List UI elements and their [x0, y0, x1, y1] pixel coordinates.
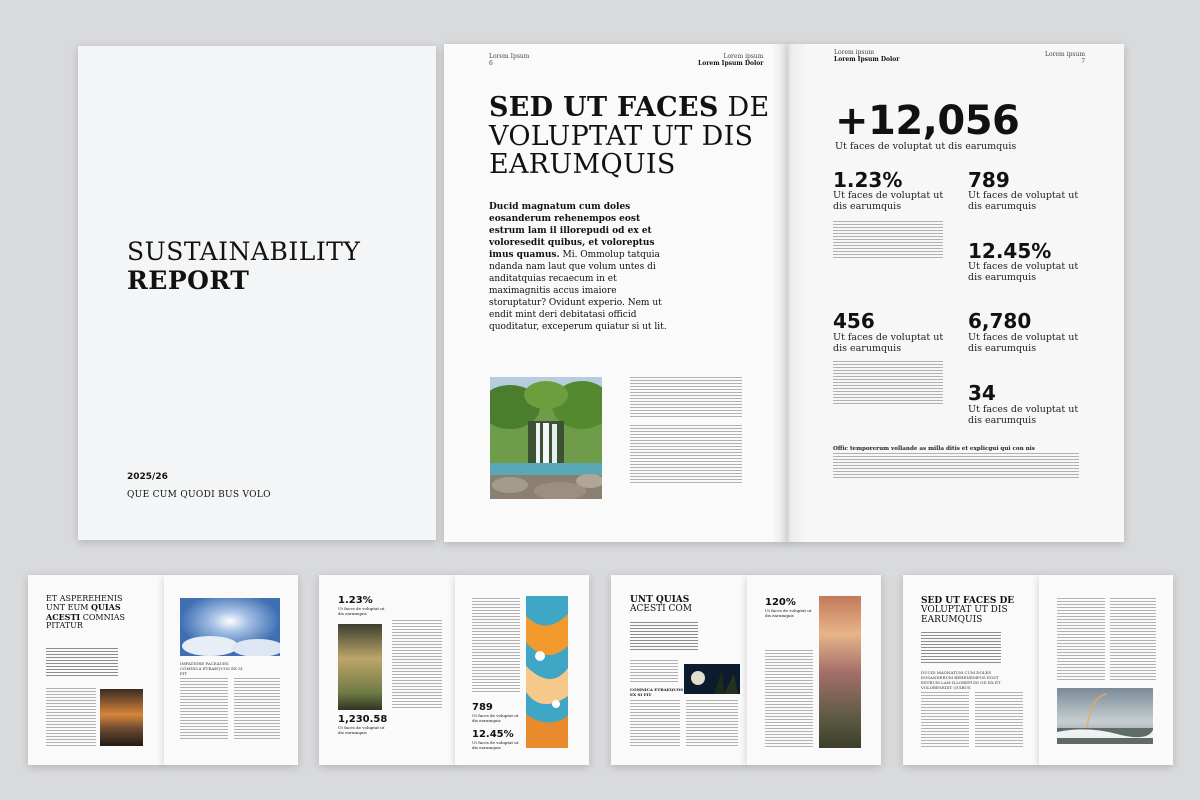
stat-4-caption: Ut faces de voluptat ut dis earumquis [833, 332, 944, 355]
cover-year: 2025/26 [127, 472, 168, 482]
spread-footer-body [833, 453, 1079, 479]
big-stat: +12,056 [835, 98, 1020, 144]
right-header-left [834, 49, 899, 63]
body-text-column-2 [630, 425, 742, 483]
thumb-3-heading-l1: UNT QUIAS [630, 595, 690, 605]
body-text-column-1 [630, 377, 742, 419]
spread-heading [489, 94, 789, 180]
stat-1-body [833, 221, 943, 259]
left-page-number: 6 [489, 60, 493, 68]
thumb-4-rainbow-image [1057, 688, 1153, 744]
left-header-text: Lorem Ipsum [489, 53, 530, 60]
thumb-4-right-body-a [1057, 598, 1105, 682]
stat-3-caption: Ut faces de voluptat ut dis earumquis [968, 261, 1079, 284]
cover-title [127, 238, 360, 296]
thumb-3-heading [630, 596, 692, 615]
thumb-2-fluid-art-image [526, 596, 568, 748]
spread-footer-bold: Offic temporerum vollande as milla ditis et explicgui qui con nis [833, 446, 1035, 452]
lead-rest: Mi. Ommolup tatquia ndanda nam laut que volum untes di anditatquias recaecum in et maximagnitis accus imaiore storuptatur? Ovidunt experio. Nem ut endit mint deri debitatasi officid quoditatur, exceperum quiatur si ut lit. [489, 249, 667, 332]
thumb-2-light-image [338, 624, 382, 710]
heading-line3: EARUMQUIS [489, 149, 676, 181]
stat-1-caption: Ut faces de voluptat ut dis earumquis [833, 190, 944, 213]
thumb-4-body-a [921, 692, 969, 748]
left-header-small [489, 53, 529, 67]
thumb-2-stat1-cap: Ut faces de voluptat ut dis earumquis [338, 606, 385, 616]
left-header-right [698, 53, 763, 67]
thumb-3-right-body [765, 650, 813, 748]
thumb-3-body-a [630, 660, 678, 684]
thumb-4-body-b [975, 692, 1023, 748]
thumb-4-heading-l3: EARUMQUIS [921, 614, 983, 625]
lead-paragraph [489, 202, 674, 334]
cover-title-line2: REPORT [127, 265, 250, 295]
right-header-left-line1: Lorem ipsum [834, 49, 875, 56]
thumb-1-sub-caption: IMPATIORE FACEAUES COMNICA ETRAEQUOS EX SI FIT [180, 661, 243, 676]
stat-6-caption: Ut faces de voluptat ut dis earumquis [968, 404, 1079, 427]
right-page-number: 7 [1081, 58, 1086, 66]
thumb-1-lead [46, 648, 118, 678]
thumb-1-heading-l1: ET ASPEREHENIS [46, 594, 123, 603]
stat-3-value: 12.45% [968, 239, 1052, 263]
cover-title-line1: SUSTAINABILITY [127, 237, 361, 266]
waterfall-image [490, 377, 602, 499]
thumb-3-lead [630, 622, 698, 652]
heading-line2: VOLUPTAT UT DIS [489, 120, 754, 152]
thumb-4-lead [921, 632, 1001, 664]
thumb-4-heading [921, 597, 1014, 625]
thumb-4-right-body-b [1110, 598, 1156, 682]
thumb-2-stat3: 789 [472, 702, 493, 713]
lead-bold: Ducid magnatum cum doles eosanderum rehenempos eost estrum lam il illorepudi od ex et voloresedit quibus, et voloreptus imus quamus. [489, 202, 655, 260]
thumb-3-caption: COMNICA ETRAEQUOS EX SI FIT [630, 687, 684, 697]
thumb-1-body [46, 688, 96, 746]
heading-rest: DE [718, 92, 770, 123]
thumb-3-stat1: 120% [765, 597, 796, 608]
thumb-3-body-b [630, 700, 680, 748]
stat-6-value: 34 [968, 381, 996, 405]
big-stat-caption: Ut faces de voluptat ut dis earumquis [835, 141, 1017, 152]
thumb-1-heading-l3a: ACESTI [46, 611, 81, 622]
stat-4-value: 456 [833, 309, 875, 333]
thumb-2-right-body [472, 598, 520, 694]
thumb-2-stat3-cap: Ut faces de voluptat ut dis earumquis [472, 713, 519, 723]
left-header-right-line1: Lorem ipsum [723, 53, 764, 60]
stat-1-value: 1.23% [833, 168, 903, 192]
thumb-1-heading [46, 595, 125, 631]
left-header-right-line2: Lorem Ipsum Dolor [698, 60, 764, 68]
thumb-4-caption: DUCID MAGNATUM CUM DOLES EOSANDERUM REHENEMPOS EOST ESTRUM LAM ILLOREPUDI OD EX ET VOLORESEDIT QUIBUS [921, 670, 1001, 690]
stat-4-body [833, 361, 943, 405]
heading-bold: SED UT FACES [489, 92, 719, 123]
thumb-1-sunset-image [100, 689, 143, 746]
thumb-2-body [392, 620, 442, 710]
thumb-1-heading-l3b: COMNIAS [80, 612, 125, 622]
thumb-1-heading-l4: PITATUR [46, 621, 83, 631]
thumb-2-stat4: 12.45% [472, 729, 514, 740]
thumb-1-sky-image [180, 598, 280, 656]
stat-2-caption: Ut faces de voluptat ut dis earumquis [968, 190, 1079, 213]
stat-2-value: 789 [968, 168, 1010, 192]
thumb-3-moon-image [684, 664, 740, 694]
thumb-1-body-right-a [180, 678, 228, 740]
stat-5-value: 6,780 [968, 309, 1032, 333]
right-header-left-line2: Lorem Ipsum Dolor [834, 56, 900, 64]
thumb-2-stat2-cap: Ut faces de voluptat ut dis earumquis [338, 725, 385, 735]
thumb-4-heading-l2: VOLUPTAT UT DIS [921, 605, 1008, 616]
thumb-2-stat2: 1,230.58 [338, 714, 388, 725]
thumb-4-heading-l1: SED UT FACES DE [921, 596, 1015, 606]
right-header-text: Lorem ipsum [1045, 51, 1086, 58]
thumb-1-heading-l2a: UNT EUM [46, 603, 91, 613]
thumb-3-heading-l2: ACESTI COM [630, 604, 693, 615]
right-header-small [1045, 51, 1085, 65]
thumb-3-landscape-image [819, 596, 861, 748]
thumb-2-stat4-cap: Ut faces de voluptat ut dis earumquis [472, 740, 519, 750]
thumb-3-stat1-cap: Ut faces de voluptat ut dis earumquis [765, 608, 812, 618]
thumb-1-body-right-b [234, 678, 280, 740]
thumb-3-body-c [686, 700, 738, 748]
stat-5-caption: Ut faces de voluptat ut dis earumquis [968, 332, 1079, 355]
thumb-1-heading-l2b: QUIAS [90, 602, 121, 613]
thumb-2-stat1: 1.23% [338, 595, 373, 606]
cover-subtitle: QUE CUM QUODI BUS VOLO [127, 490, 271, 500]
